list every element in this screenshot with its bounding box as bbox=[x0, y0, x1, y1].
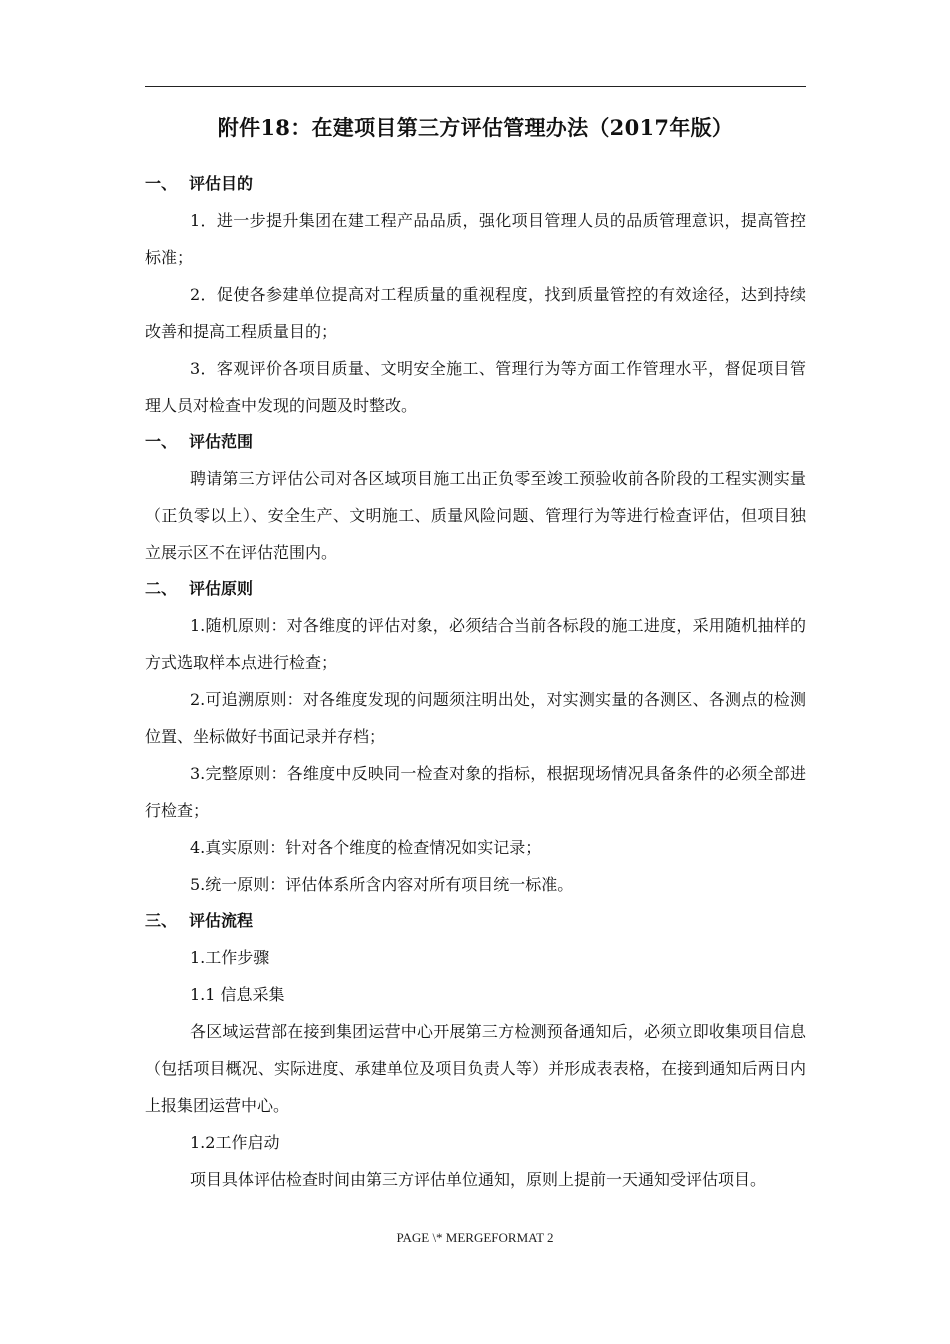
paragraph: 1.2工作启动 bbox=[190, 1133, 280, 1152]
section-heading: 三、 评估流程 bbox=[145, 911, 254, 930]
paragraph: 2.可追溯原则：对各维度发现的问题须注明出处，对实测实量的各测区、各测点的检测位置、坐标做好书面记录并存档； bbox=[145, 690, 806, 746]
paragraph: 1.1 信息采集 bbox=[190, 985, 285, 1004]
section-process bbox=[145, 903, 806, 1198]
paragraph: 3.完整原则：各维度中反映同一检查对象的指标，根据现场情况具备条件的必须全部进行检查； bbox=[145, 764, 806, 820]
page-footer: PAGE \* MERGEFORMAT 2 bbox=[396, 1230, 554, 1245]
section-principles bbox=[145, 571, 806, 903]
document-title: 附件18：在建项目第三方评估管理办法（2017年版） bbox=[217, 115, 734, 140]
paragraph: 1.工作步骤 bbox=[190, 948, 270, 967]
paragraph: 2．促使各参建单位提高对工程质量的重视程度，找到质量管控的有效途径，达到持续改善和提高工程质量目的； bbox=[145, 285, 806, 341]
document-body bbox=[145, 166, 806, 1198]
paragraph: 聘请第三方评估公司对各区域项目施工出正负零至竣工预验收前各阶段的工程实测实量（正负零以上）、安全生产、文明施工、质量风险问题、管理行为等进行检查评估，但项目独立展示区不在评估范围内。 bbox=[145, 469, 806, 562]
section-scope bbox=[145, 424, 806, 571]
paragraph: 1．进一步提升集团在建工程产品品质，强化项目管理人员的品质管理意识，提高管控标准； bbox=[145, 211, 806, 267]
section-heading: 一、 评估目的 bbox=[145, 174, 254, 193]
section-purpose bbox=[145, 166, 806, 424]
paragraph: 项目具体评估检查时间由第三方评估单位通知，原则上提前一天通知受评估项目。 bbox=[190, 1170, 767, 1189]
paragraph: 4.真实原则：针对各个维度的检查情况如实记录； bbox=[190, 838, 542, 857]
paragraph: 1.随机原则：对各维度的评估对象，必须结合当前各标段的施工进度，采用随机抽样的方式选取样本点进行检查； bbox=[145, 616, 806, 672]
paragraph: 5.统一原则：评估体系所含内容对所有项目统一标准。 bbox=[190, 875, 574, 894]
section-heading: 一、 评估范围 bbox=[145, 432, 254, 451]
paragraph: 各区域运营部在接到集团运营中心开展第三方检测预备通知后，必须立即收集项目信息（包括项目概况、实际进度、承建单位及项目负责人等）并形成表表格，在接到通知后两日内上报集团运营中心。 bbox=[145, 1022, 806, 1115]
header-rule bbox=[145, 86, 806, 87]
section-heading: 二、 评估原则 bbox=[145, 579, 254, 598]
paragraph: 3．客观评价各项目质量、文明安全施工、管理行为等方面工作管理水平，督促项目管理人员对检查中发现的问题及时整改。 bbox=[145, 359, 806, 415]
